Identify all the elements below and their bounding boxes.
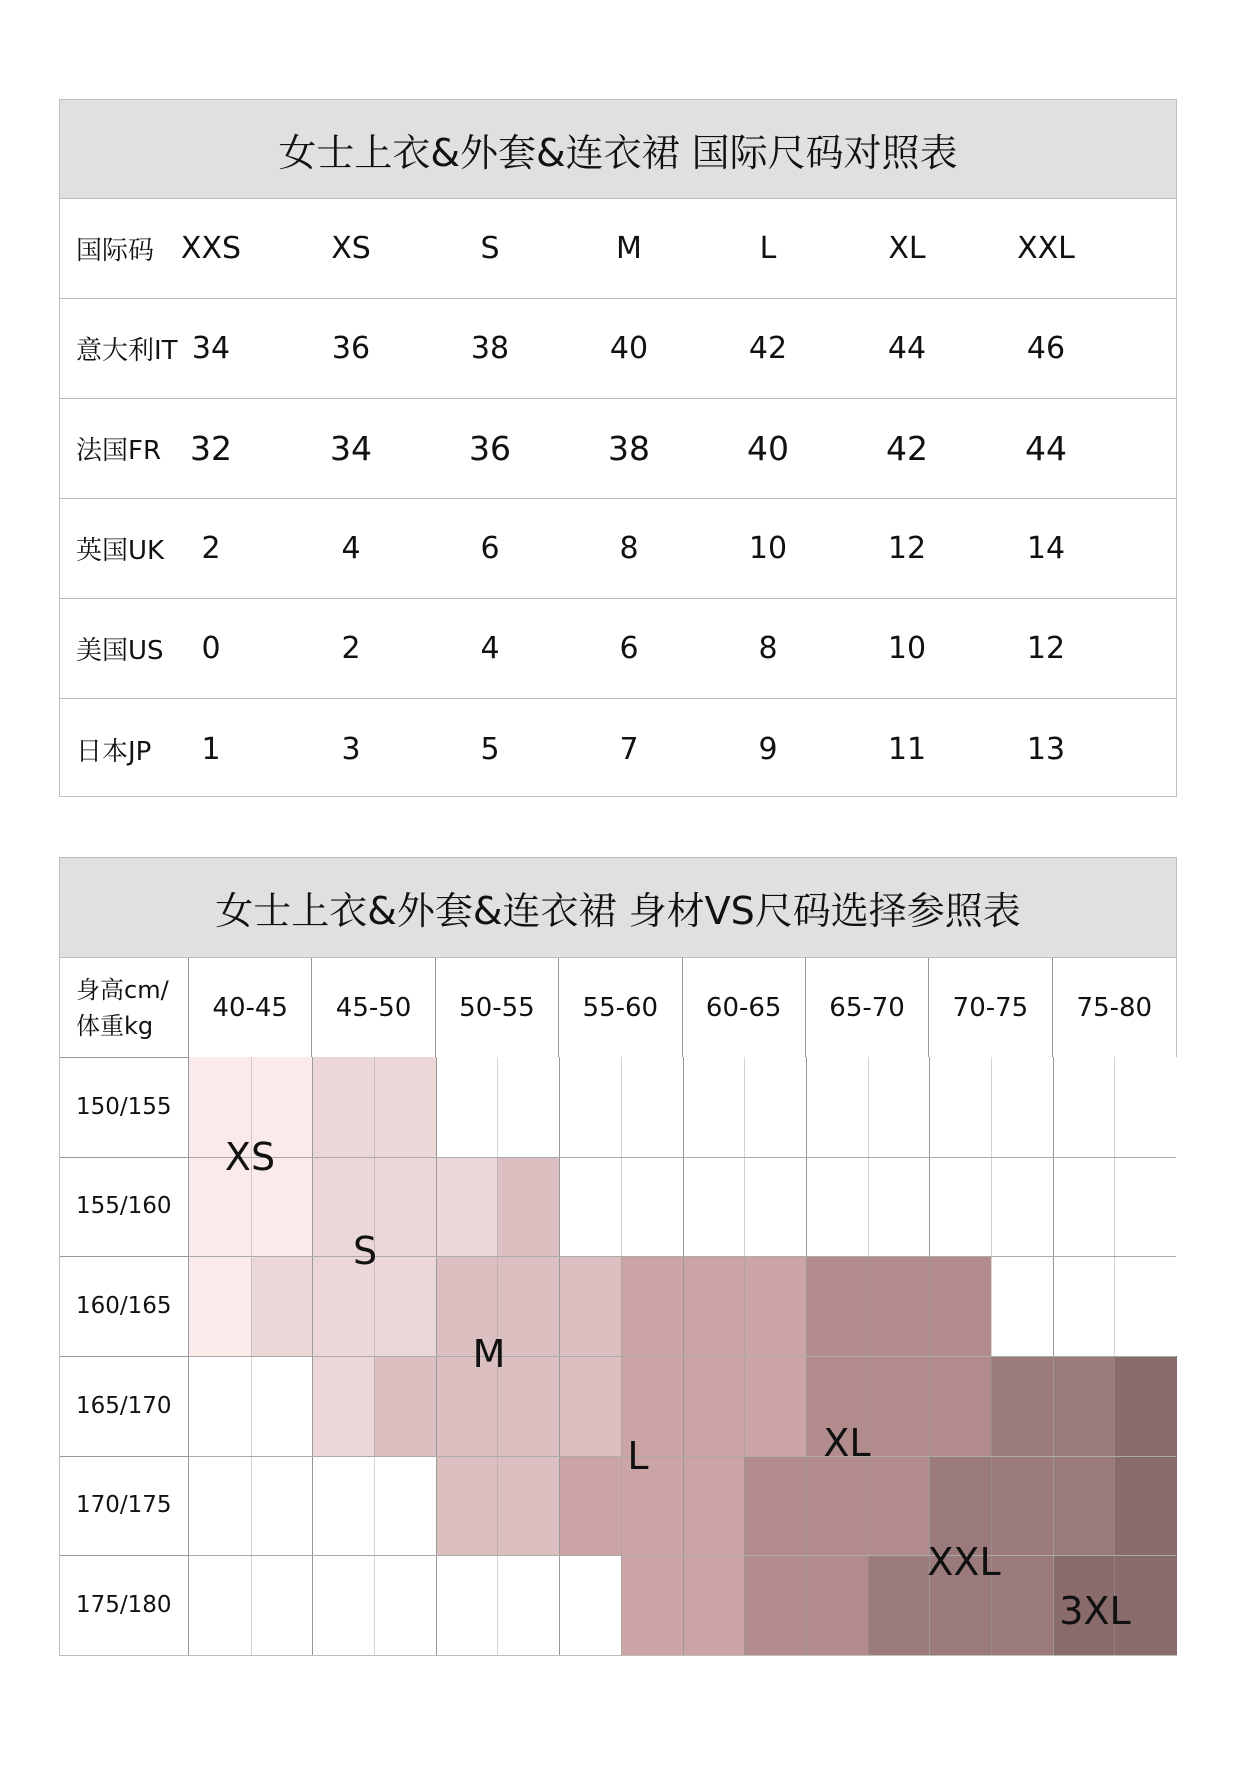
size-grid-cell — [1114, 1356, 1176, 1456]
size-grid-cell — [868, 1157, 930, 1257]
size-grid-cell — [806, 1555, 868, 1655]
size-value: 1 — [201, 731, 221, 767]
size-grid-cell — [1114, 1157, 1176, 1257]
row-label: 意大利IT — [76, 336, 178, 366]
size-value: 11 — [887, 731, 927, 767]
size-grid-cell — [929, 1356, 991, 1456]
intl-size-row — [60, 299, 1176, 399]
size-grid-cell — [621, 1057, 683, 1157]
size-grid-cell — [1053, 1057, 1115, 1157]
size-value: 8 — [619, 531, 639, 566]
size-label-xl: XL — [823, 1421, 871, 1465]
size-grid-cell — [374, 1356, 436, 1456]
size-grid-cell — [189, 1256, 251, 1356]
size-grid-cell — [868, 1057, 930, 1157]
size-grid-cell — [806, 1157, 868, 1257]
intl-size-table-title: 女士上衣&外套&连衣裙 国际尺码对照表 — [60, 100, 1176, 199]
size-grid-cell — [621, 1157, 683, 1257]
size-value: 4 — [480, 631, 500, 666]
row-label: 法国FR — [76, 436, 162, 466]
height-range-label: 155/160 — [76, 1193, 172, 1220]
size-grid-cell — [744, 1456, 806, 1556]
size-grid-cell — [621, 1555, 683, 1655]
intl-size-code: S — [480, 231, 500, 266]
size-grid-cell — [621, 1256, 683, 1356]
body-size-table — [59, 857, 1177, 1656]
corner-weight-label: 体重kg — [76, 1011, 154, 1040]
size-grid-cell — [683, 1356, 745, 1456]
size-value: 38 — [470, 331, 510, 366]
size-grid-cell — [868, 1256, 930, 1356]
size-value: 8 — [758, 631, 778, 666]
row-label: 英国UK — [76, 536, 165, 566]
size-grid-cell — [251, 1555, 313, 1655]
intl-size-code: XL — [888, 231, 926, 266]
size-grid-cell — [497, 1456, 559, 1556]
size-grid-cell — [559, 1456, 621, 1556]
size-grid-cell — [991, 1157, 1053, 1257]
size-value: 42 — [886, 429, 928, 468]
size-grid-cell — [251, 1256, 313, 1356]
size-grid-cell — [559, 1555, 621, 1655]
row-label: 国际码 — [76, 236, 155, 266]
size-grid-cell — [1114, 1057, 1176, 1157]
intl-size-row — [60, 699, 1176, 799]
size-value: 2 — [201, 531, 221, 566]
intl-size-header-row — [60, 199, 1176, 299]
weight-range-header: 50-55 — [436, 958, 559, 1057]
intl-size-code: XS — [331, 231, 371, 266]
grid-row-line — [189, 1456, 1176, 1457]
size-grid-cell — [374, 1555, 436, 1655]
row-divider — [60, 1256, 189, 1257]
size-grid-cell — [683, 1256, 745, 1356]
size-grid-cell — [312, 1456, 374, 1556]
size-value: 40 — [747, 429, 789, 468]
intl-size-row — [60, 499, 1176, 599]
size-grid-cell — [868, 1356, 930, 1456]
size-value: 42 — [748, 331, 788, 366]
weight-range-header: 75-80 — [1076, 992, 1153, 1023]
size-value: 36 — [331, 331, 371, 366]
size-value: 44 — [887, 331, 927, 366]
size-grid-cell — [374, 1157, 436, 1257]
size-grid-cell — [497, 1555, 559, 1655]
intl-size-code: XXS — [180, 231, 242, 266]
size-value: 9 — [758, 731, 778, 767]
size-grid-cell — [929, 1057, 991, 1157]
size-grid-cell — [683, 1157, 745, 1257]
weight-range-header: 60-65 — [683, 958, 806, 1057]
weight-range-header: 65-70 — [806, 958, 929, 1057]
size-value: 3 — [341, 731, 361, 767]
corner-header — [60, 958, 189, 1057]
size-value: 7 — [619, 731, 639, 767]
size-grid-cell — [1053, 1256, 1115, 1356]
size-label-xs: XS — [224, 1135, 276, 1179]
size-grid-cell — [1053, 1356, 1115, 1456]
size-value: 46 — [1026, 331, 1066, 366]
weight-range-header: 40-45 — [189, 958, 312, 1057]
size-grid-cell — [868, 1456, 930, 1556]
height-range-label: 165/170 — [76, 1392, 172, 1419]
size-grid-cell — [806, 1456, 868, 1556]
size-value: 4 — [341, 531, 361, 566]
size-grid-cell — [189, 1356, 251, 1456]
size-label-l: L — [627, 1434, 649, 1478]
height-range-label: 160/165 — [76, 1293, 172, 1320]
size-value: 14 — [1026, 531, 1066, 566]
size-value: 12 — [887, 531, 927, 566]
size-grid-cell — [683, 1456, 745, 1556]
size-grid-cell — [559, 1057, 621, 1157]
size-grid-cell — [436, 1057, 498, 1157]
size-value: 36 — [469, 429, 511, 468]
size-grid-cell — [806, 1057, 868, 1157]
size-value: 40 — [609, 331, 649, 366]
row-divider — [60, 1555, 189, 1556]
row-divider — [60, 1456, 189, 1457]
size-grid-cell — [251, 1456, 313, 1556]
size-grid-cell — [374, 1256, 436, 1356]
size-grid-cell — [436, 1555, 498, 1655]
size-grid — [189, 1057, 1176, 1655]
grid-row-line — [189, 1256, 1176, 1257]
size-value: 38 — [608, 429, 650, 468]
size-value: 5 — [480, 731, 500, 767]
size-grid-cell — [312, 1356, 374, 1456]
size-grid-cell — [1114, 1256, 1176, 1356]
row-label: 日本JP — [76, 736, 152, 767]
size-grid-cell — [929, 1157, 991, 1257]
size-value: 34 — [191, 331, 231, 366]
size-grid-cell — [991, 1256, 1053, 1356]
size-grid-cell — [744, 1157, 806, 1257]
grid-row-line — [189, 1157, 1176, 1158]
size-grid-cell — [251, 1356, 313, 1456]
row-divider — [60, 1157, 189, 1158]
size-grid-cell — [744, 1555, 806, 1655]
height-range-label: 175/180 — [76, 1592, 172, 1619]
weight-range-header: 70-75 — [929, 958, 1052, 1057]
size-value: 6 — [619, 631, 639, 666]
size-value: 0 — [201, 631, 221, 666]
size-label-s: S — [352, 1229, 378, 1273]
size-grid-cell — [1053, 1157, 1115, 1257]
size-grid-cell — [868, 1555, 930, 1655]
size-grid-cell — [991, 1057, 1053, 1157]
size-grid-cell — [929, 1256, 991, 1356]
size-grid-cell — [683, 1555, 745, 1655]
intl-size-row — [60, 399, 1176, 499]
size-grid-cell — [436, 1157, 498, 1257]
size-value: 13 — [1026, 731, 1066, 767]
size-grid-cell — [497, 1057, 559, 1157]
intl-size-table-body — [60, 199, 1176, 798]
size-grid-cell — [559, 1157, 621, 1257]
grid-row-line — [189, 1356, 1176, 1357]
size-value: 6 — [480, 531, 500, 566]
size-grid-cell — [189, 1456, 251, 1556]
size-grid-cell — [559, 1256, 621, 1356]
corner-height-label: 身高cm/ — [76, 975, 169, 1004]
size-grid-cell — [374, 1057, 436, 1157]
intl-size-row — [60, 599, 1176, 699]
size-grid-cell — [497, 1157, 559, 1257]
size-value: 44 — [1025, 429, 1067, 468]
size-label-3xl: 3XL — [1059, 1589, 1131, 1633]
size-grid-cell — [374, 1456, 436, 1556]
size-value: 2 — [341, 631, 361, 666]
grid-row-line — [189, 1555, 1176, 1556]
body-size-table-title: 女士上衣&外套&连衣裙 身材VS尺码选择参照表 — [60, 858, 1176, 958]
size-grid-cell — [806, 1256, 868, 1356]
row-label: 美国US — [76, 636, 164, 666]
size-grid-cell — [1053, 1456, 1115, 1556]
size-grid-cell — [683, 1057, 745, 1157]
size-value: 12 — [1026, 631, 1066, 666]
size-label-m: M — [472, 1332, 506, 1376]
size-grid-cell — [436, 1456, 498, 1556]
size-grid-cell — [312, 1057, 374, 1157]
weight-range-header: 45-50 — [312, 958, 435, 1057]
intl-size-code: L — [759, 231, 777, 266]
intl-size-code: M — [616, 231, 642, 266]
size-grid-cell — [559, 1356, 621, 1456]
size-grid-cell — [497, 1256, 559, 1356]
size-grid-cell — [991, 1356, 1053, 1456]
size-grid-cell — [744, 1256, 806, 1356]
weight-header-row — [60, 958, 1176, 1057]
row-divider — [60, 1356, 189, 1357]
intl-size-table — [59, 99, 1177, 797]
size-value: 10 — [748, 531, 788, 566]
size-grid-cell — [744, 1356, 806, 1456]
size-grid-cell — [189, 1555, 251, 1655]
size-value: 34 — [330, 429, 372, 468]
size-grid-cell — [744, 1057, 806, 1157]
size-grid-cell — [312, 1555, 374, 1655]
height-range-label: 150/155 — [76, 1093, 172, 1120]
weight-range-header: 55-60 — [559, 958, 682, 1057]
size-grid-cell — [497, 1356, 559, 1456]
intl-size-code: XXL — [1017, 231, 1075, 266]
size-value: 32 — [190, 429, 232, 468]
size-value: 10 — [887, 631, 927, 666]
height-range-label: 170/175 — [76, 1492, 172, 1519]
size-grid-cell — [1114, 1456, 1176, 1556]
size-label-xxl: XXL — [927, 1540, 1001, 1584]
